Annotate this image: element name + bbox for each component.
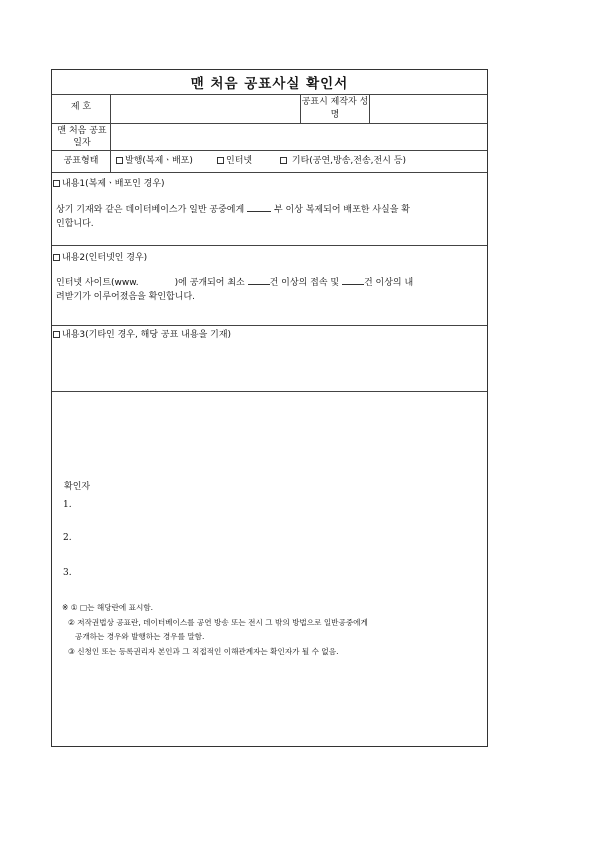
- note-2-continued: 공개하는 경우와 발행하는 경우를 말함.: [75, 632, 205, 641]
- content1-text-c: 인합니다.: [56, 219, 94, 229]
- copies-blank[interactable]: [247, 203, 271, 212]
- content3-heading-text: 내용3(기타인 경우, 해당 공표 내용을 기재): [62, 330, 232, 340]
- content2-text-b: )에 공개되어 최소: [174, 278, 245, 288]
- download-count-blank[interactable]: [342, 276, 364, 285]
- confirmer-item[interactable]: 3.: [63, 568, 72, 578]
- confirmer-item[interactable]: 2.: [63, 533, 72, 543]
- note-3: ③ 신청인 또는 등록권리자 본인과 그 직접적인 이해관계자는 확인자가 될 수 없음.: [68, 647, 339, 656]
- content2-text-d: 건 이상의 내: [363, 278, 414, 288]
- notes: [62, 600, 482, 659]
- content1-heading-text: 내용1(복제ㆍ배포인 경우): [62, 179, 165, 189]
- checkbox-icon: [116, 157, 123, 164]
- number-field[interactable]: [111, 95, 300, 123]
- checkbox-icon: [280, 157, 287, 164]
- option-other[interactable]: [280, 154, 406, 168]
- confirmer-item[interactable]: 1.: [63, 500, 72, 510]
- option-publish-label: 발행(복제ㆍ배포): [125, 156, 193, 166]
- content1-heading[interactable]: [53, 177, 165, 191]
- content2-text-c: 건 이상의 접속 및: [269, 278, 340, 288]
- content2-text-a: 인터넷 사이트(www.: [56, 278, 139, 288]
- author-name-field[interactable]: [370, 95, 488, 123]
- content2-body: [56, 276, 486, 304]
- form-title: 맨 처음 공표사실 확인서: [190, 76, 349, 92]
- label-number: 제 호: [70, 102, 92, 112]
- content2-text-e: 려받기가 이루어졌음을 확인합니다.: [56, 292, 195, 302]
- option-other-label: 기타(공연,방송,전송,전시 등): [291, 156, 406, 166]
- checkbox-icon: [217, 157, 224, 164]
- checkbox-icon: [53, 254, 60, 261]
- content3-field[interactable]: [53, 344, 487, 390]
- note-1: ※ ① □는 해당란에 표시함.: [62, 603, 154, 612]
- note-2: ② 저작권법상 공표란, 데이터베이스를 공연 방송 또는 전시 그 밖의 방법으로 일반공중에게: [68, 618, 368, 627]
- content1-text-b: 부 이상 복제되어 배포한 사실을 확: [273, 205, 410, 215]
- checkbox-icon: [53, 180, 60, 187]
- label-first-publication-date: 맨 처음 공표일자: [57, 126, 107, 148]
- option-internet-label: 인터넷: [226, 156, 253, 166]
- publication-date-field[interactable]: [111, 124, 488, 150]
- option-publish[interactable]: [116, 154, 193, 168]
- access-count-blank[interactable]: [248, 276, 270, 285]
- content1-body: [56, 203, 486, 231]
- content1-text-a: 상기 기재와 같은 데이터베이스가 일반 공중에게: [56, 205, 245, 215]
- content2-heading[interactable]: [53, 251, 147, 265]
- label-publication-type: 공표형태: [63, 156, 99, 166]
- content3-heading[interactable]: [53, 328, 231, 342]
- checkbox-icon: [53, 331, 60, 338]
- confirmation-form: [51, 69, 488, 747]
- option-internet[interactable]: [217, 154, 252, 168]
- label-author-name: 공표시 제작자 성명: [301, 97, 369, 120]
- confirmer-heading: 확인자: [64, 482, 91, 492]
- content2-heading-text: 내용2(인터넷인 경우): [62, 253, 148, 263]
